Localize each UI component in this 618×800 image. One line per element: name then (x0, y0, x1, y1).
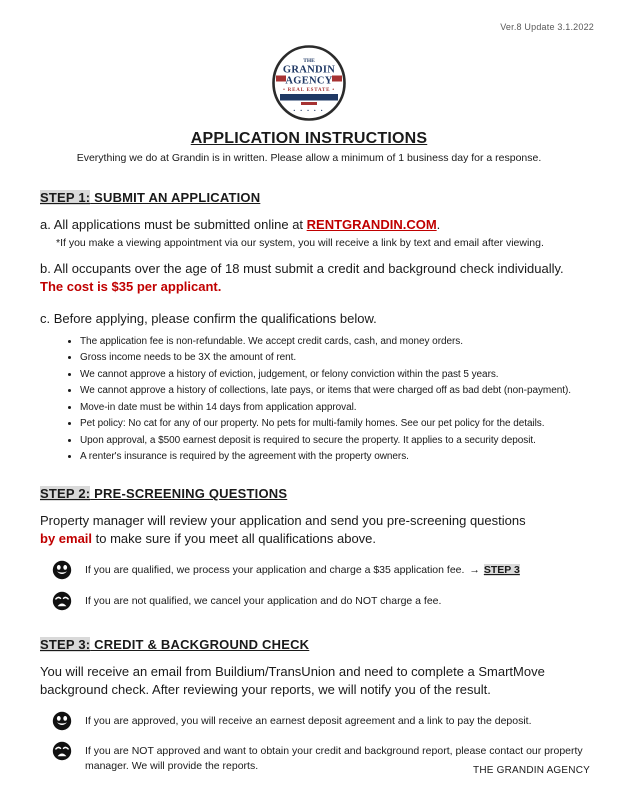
page-title: APPLICATION INSTRUCTIONS (190, 130, 428, 147)
step3-paragraph: You will receive an email from Buildium/TransUnion and need to complete a SmartMove background check. After reviewing your reports, we will notify you of the result. (40, 664, 545, 698)
happy-face-icon (52, 711, 72, 731)
logo-text-the: THE (303, 58, 315, 64)
qualified-note-body: If you are qualified, we process your application and charge a $35 application fee. (85, 564, 468, 577)
step1-item-a (40, 216, 596, 234)
list-item: • Upon approval, a $500 earnest deposit is required to secure the property. It applies to a security deposit. (80, 434, 596, 448)
step3-heading-number: STEP 3: (40, 637, 91, 653)
step3-link[interactable]: STEP 3 (483, 564, 520, 577)
grandin-agency-logo (271, 44, 347, 122)
list-item: • The application fee is non-refundable. We accept credit cards, cash, and money orders. (80, 335, 596, 349)
logo-navy-band (280, 94, 338, 101)
step1-item-a-note: *If you make a viewing appointment via our system, you will receive a link by text and email after viewing. (56, 236, 544, 249)
logo-text-agency: AGENCY (285, 75, 333, 87)
step1-item-b-cost: The cost is $35 per applicant. (40, 279, 222, 295)
qualified-note (52, 560, 596, 580)
logo-bottom-dots: • • • • • (293, 108, 325, 113)
logo-red-bar-right (332, 76, 342, 82)
page-subtitle: Everything we do at Grandin is in written. Please allow a minimum of 1 business day for a response. (76, 152, 542, 164)
step1-heading-title: SUBMIT AN APPLICATION (90, 190, 261, 205)
happy-face-icon (52, 560, 72, 580)
logo-red-ribbon (301, 102, 317, 105)
step1-item-b (40, 260, 596, 296)
step2-heading-title: PRE-SCREENING QUESTIONS (90, 486, 288, 502)
step1-item-a-suffix: . (436, 217, 441, 232)
step2-heading-number: STEP 2: (40, 486, 91, 502)
approved-note (52, 711, 596, 731)
logo-text-real-estate: • REAL ESTATE • (283, 88, 335, 93)
approved-note-text: If you are approved, you will receive an earnest deposit agreement and a link to pay the deposit. (85, 715, 532, 728)
qualification-list (66, 335, 596, 465)
grandin-agency-logo-badge (271, 44, 347, 122)
step2-paragraph-line1: Property manager will review your application and send you pre-screening questions (40, 513, 526, 529)
list-item: • Gross income needs to be 3X the amount of rent. (80, 351, 596, 365)
list-item: • We cannot approve a history of collections, late pays, or items that were charged off as bad debt (non-payment). (80, 384, 596, 398)
step2-by-email: by email (40, 531, 93, 547)
logo-text-grandin: GRANDIN (282, 64, 336, 76)
step1-item-a-text: a. All applications must be submitted online at (40, 217, 307, 232)
version-label: Ver.8 Update 3.1.2022 (500, 22, 594, 32)
step2-paragraph (40, 512, 596, 548)
step3-heading (40, 637, 596, 652)
not-approved-note-text: If you are NOT approved and want to obtain your credit and background report, please contact our property manager. We will provide the reports. (85, 745, 583, 772)
arrow-right-icon: → (469, 564, 480, 577)
step1-item-c: c. Before applying, please confirm the qualifications below. (40, 310, 377, 326)
step2-heading (40, 486, 596, 501)
list-item: • Move-in date must be within 14 days from application approval. (80, 401, 596, 415)
rentgrandin-link[interactable]: RENTGRANDIN.COM (306, 217, 437, 232)
sad-face-icon (52, 741, 72, 761)
list-item: • Pet policy: No cat for any of our property. No pets for multi-family homes. See our pet policy for the details. (80, 417, 596, 431)
qualified-note-text (85, 560, 520, 578)
step1-item-b-line1: b. All occupants over the age of 18 must submit a credit and background check individually. (40, 261, 564, 277)
sad-face-icon (52, 591, 72, 611)
document-body (40, 190, 596, 774)
step1-heading-number: STEP 1: (40, 190, 91, 205)
step2-paragraph-line2: to make sure if you meet all qualifications above. (92, 531, 377, 547)
list-item: • A renter's insurance is required by the agreement with the property owners. (80, 450, 596, 464)
footer-company-name: THE GRANDIN AGENCY (473, 765, 590, 776)
not-qualified-note (52, 591, 596, 611)
not-qualified-note-text: If you are not qualified, we cancel your application and do NOT charge a fee. (85, 595, 442, 608)
step1-heading (40, 190, 596, 205)
list-item: • We cannot approve a history of eviction, judgement, or felony conviction within the past 5 years. (80, 368, 596, 382)
step3-heading-title: CREDIT & BACKGROUND CHECK (90, 637, 310, 653)
